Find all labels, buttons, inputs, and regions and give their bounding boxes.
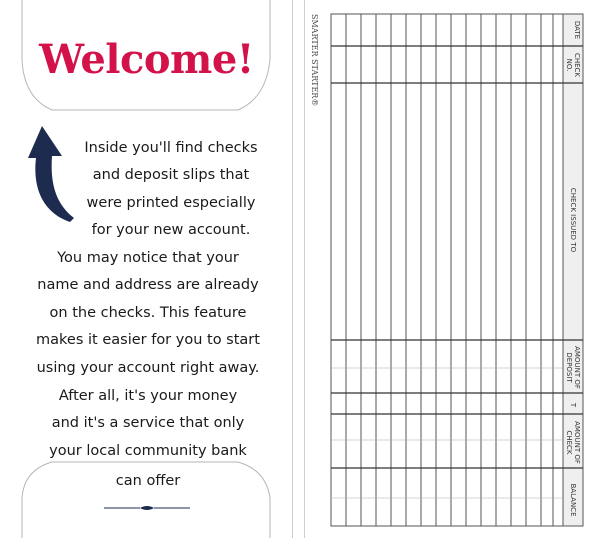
insert-text-line: You may notice that your bbox=[57, 250, 239, 266]
insert-text-line: using your account right away. bbox=[36, 360, 260, 376]
column-header-amount-of-check: AMOUNT OF CHECK bbox=[565, 421, 581, 464]
insert-text-line: After all, it's your money bbox=[58, 388, 238, 404]
welcome-insert bbox=[0, 0, 293, 538]
column-header-check-issued-to: CHECK ISSUED TO bbox=[569, 187, 577, 253]
register-grid bbox=[305, 0, 600, 538]
insert-text-line: Inside you'll find checks bbox=[84, 140, 258, 156]
insert-text-line: and deposit slips that bbox=[92, 167, 250, 183]
insert-text-line: and it's a service that only bbox=[51, 415, 245, 431]
column-header-check-no: CHECK NO. bbox=[565, 52, 581, 78]
insert-text-line: your local community bank bbox=[49, 443, 247, 459]
brand-label: SMARTER STARTER® bbox=[310, 14, 319, 107]
insert-text-line: for your new account. bbox=[91, 222, 251, 238]
insert-text-line: name and address are already bbox=[37, 277, 259, 293]
insert-text-line: can offer bbox=[115, 473, 181, 489]
column-header-balance: BALANCE bbox=[569, 483, 577, 517]
welcome-heading: Welcome! bbox=[39, 36, 254, 83]
insert-text-line: were printed especially bbox=[86, 195, 256, 211]
check-register bbox=[304, 0, 600, 538]
column-header-t: T bbox=[569, 402, 577, 408]
column-header-date: DATE bbox=[573, 20, 581, 40]
divider-ornament bbox=[104, 504, 190, 512]
insert-text-line: on the checks. This feature bbox=[49, 305, 247, 321]
insert-text-line: makes it easier for you to start bbox=[36, 332, 260, 348]
column-header-amount-of-deposit: AMOUNT OF DEPOSIT bbox=[565, 346, 581, 389]
